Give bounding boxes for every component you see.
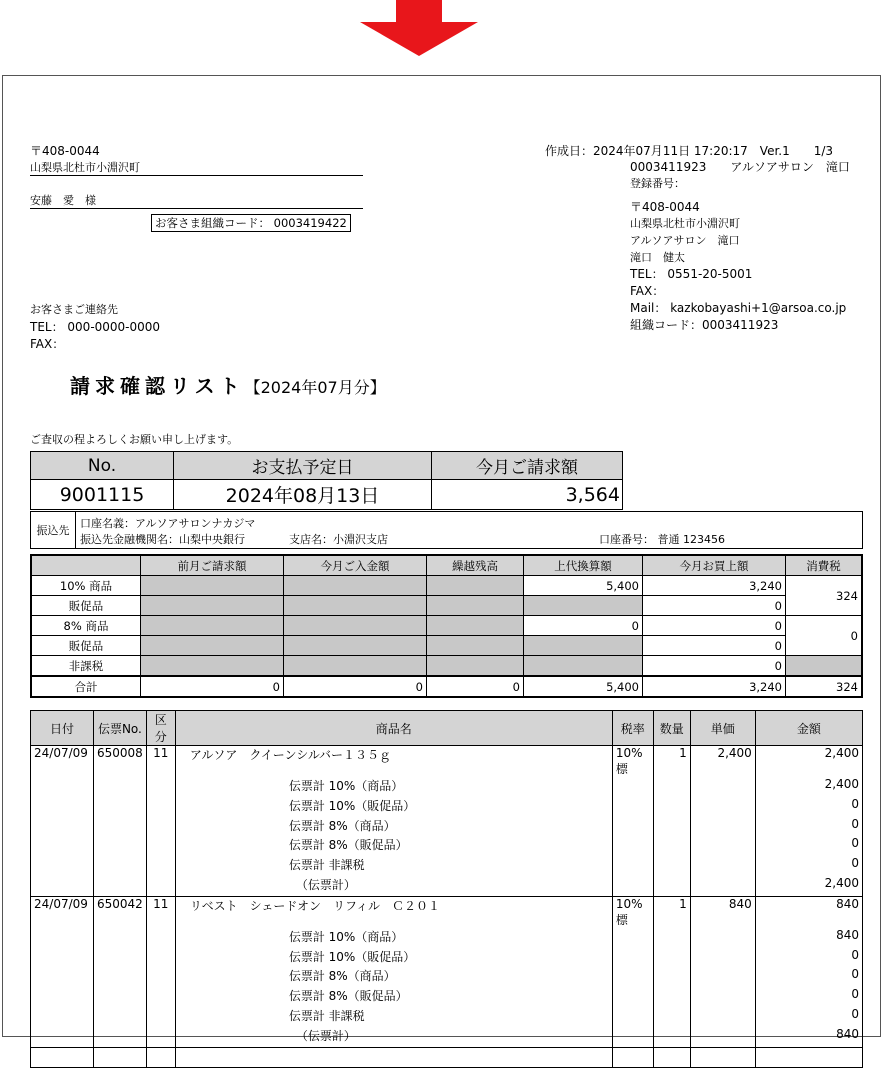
issuer-org-code: 組織コード：0003411923 [630, 318, 779, 332]
subtotal-row [31, 987, 863, 1007]
issuer-salon: アルソアサロン 滝口 [630, 234, 740, 247]
registration-number: 登録番号： [630, 177, 685, 190]
title-main: 請求確認リスト [70, 374, 245, 398]
issuer-fax: FAX： [630, 284, 665, 298]
detail-rate: 10%標 [612, 746, 653, 778]
tax-summary-table [30, 554, 863, 698]
tax-buy-value: 0 [643, 656, 786, 677]
subtotal-amount: 0 [755, 948, 862, 968]
tax-header-tax: 消費税 [786, 555, 863, 576]
detail-header-slip: 伝票No. [94, 711, 147, 746]
subtotal-row [31, 817, 863, 837]
subtotal-amount: 0 [755, 987, 862, 1007]
bank-name: 振込先金融機関名：山梨中央銀行 [80, 533, 245, 546]
subtotal-amount: 0 [755, 817, 862, 837]
created-line: 作成日：2024年07月11日 17:20:17 Ver.1 1/3 [545, 144, 834, 158]
detail-header-amount: 金額 [755, 711, 862, 746]
detail-header-item: 商品名 [175, 711, 612, 746]
detail-qty: 1 [653, 896, 690, 928]
subtotal-amount: 2,400 [755, 876, 862, 896]
customer-zip: 〒408-0044 [30, 144, 100, 158]
tax-value: 324 [786, 576, 863, 616]
subtotal-label: （伝票計） [175, 1027, 612, 1047]
tax-header-blank [31, 555, 141, 576]
subtotal-label: 伝票計 非課税 [175, 1007, 612, 1027]
detail-header-date: 日付 [31, 711, 94, 746]
tax-buy-value: 0 [643, 616, 786, 636]
tax-total-paid: 0 [284, 676, 427, 697]
detail-amount: 2,400 [755, 746, 862, 778]
summary-header-amount: 今月ご請求額 [432, 452, 623, 480]
detail-price: 840 [690, 896, 755, 928]
tax-total-tax: 324 [786, 676, 863, 697]
detail-header-price: 単価 [690, 711, 755, 746]
summary-amount: 3,564 [432, 480, 623, 510]
tax-row-label: 販促品 [31, 636, 141, 656]
subtotal-row [31, 797, 863, 817]
subtotal-label: （伝票計） [175, 876, 612, 896]
bank-info [30, 511, 863, 549]
down-arrow-icon [360, 0, 478, 56]
subtotal-row [31, 856, 863, 876]
tax-row [31, 596, 862, 616]
detail-rate: 10%標 [612, 896, 653, 928]
tax-row-label: 10% 商品 [31, 576, 141, 596]
subtotal-row [31, 928, 863, 948]
contact-tel: TEL： 000-0000-0000 [30, 320, 161, 334]
customer-org-code: お客さま組織コード： 0003419422 [151, 214, 351, 232]
table-row [31, 896, 863, 928]
bank-label: 振込先 [31, 512, 76, 548]
tax-buy-value: 0 [643, 596, 786, 616]
tax-row [31, 616, 862, 636]
tax-row [31, 636, 862, 656]
tax-row [31, 656, 862, 677]
tax-buy-value: 3,240 [643, 576, 786, 596]
tax-list-value: 5,400 [524, 576, 643, 596]
subtotal-label: 伝票計 10%（商品） [175, 777, 612, 797]
tax-value: 0 [786, 616, 863, 656]
detail-table [30, 710, 863, 1068]
subtotal-amount: 0 [755, 836, 862, 856]
page-title [70, 370, 386, 399]
issuer-zip: 〒408-0044 [630, 200, 700, 214]
detail-header-kubun: 区分 [146, 711, 175, 746]
subtotal-label: 伝票計 8%（商品） [175, 967, 612, 987]
title-period: 【2024年07月分】 [244, 378, 386, 397]
detail-slip: 650042 [94, 896, 147, 928]
bank-account-name: 口座名義：アルソアサロンナカジマ [80, 517, 256, 530]
subtotal-amount: 0 [755, 1007, 862, 1027]
tax-buy-value: 0 [643, 636, 786, 656]
subtotal-label: 伝票計 8%（販促品） [175, 987, 612, 1007]
customer-name: 安藤 愛 様 [30, 192, 363, 209]
issuer-tel: TEL： 0551-20-5001 [630, 267, 753, 281]
detail-item: アルソア クイーンシルバー１３５ｇ [175, 746, 612, 778]
tax-row [31, 576, 862, 596]
subtotal-label: 伝票計 10%（販促品） [175, 948, 612, 968]
subtotal-amount: 0 [755, 967, 862, 987]
summary-header-no: No. [31, 452, 174, 480]
detail-kubun: 11 [146, 746, 175, 778]
table-row [31, 746, 863, 778]
issuer-address: 山梨県北杜市小淵沢町 [630, 217, 740, 230]
subtotal-label: 伝票計 10%（商品） [175, 928, 612, 948]
detail-qty: 1 [653, 746, 690, 778]
greeting: ご査収の程よろしくお願い申し上げます。 [30, 433, 239, 446]
subtotal-amount: 2,400 [755, 777, 862, 797]
issuer-code-line: 0003411923 アルソアサロン 滝口 [630, 160, 850, 174]
bank-branch: 支店名：小淵沢支店 [289, 533, 388, 546]
tax-header-paid: 今月ご入金額 [284, 555, 427, 576]
detail-price: 2,400 [690, 746, 755, 778]
subtotal-label: 伝票計 10%（販促品） [175, 797, 612, 817]
tax-total-carry: 0 [427, 676, 524, 697]
subtotal-amount: 0 [755, 797, 862, 817]
subtotal-label: 伝票計 8%（商品） [175, 817, 612, 837]
contact-fax: FAX： [30, 337, 65, 351]
tax-header-list: 上代換算額 [524, 555, 643, 576]
bank-account-no: 口座番号： 普通 123456 [599, 533, 725, 546]
detail-slip: 650008 [94, 746, 147, 778]
summary-table [30, 451, 623, 510]
detail-date: 24/07/09 [31, 746, 94, 778]
customer-address: 山梨県北杜市小淵沢町 [30, 159, 363, 176]
tax-header-carry: 繰越残高 [427, 555, 524, 576]
tax-row-label: 非課税 [31, 656, 141, 677]
tax-total-list: 5,400 [524, 676, 643, 697]
subtotal-row [31, 876, 863, 896]
tax-row-label: 8% 商品 [31, 616, 141, 636]
invoice-page [2, 75, 881, 1043]
detail-header-qty: 数量 [653, 711, 690, 746]
tax-total-buy: 3,240 [643, 676, 786, 697]
issuer-mail: Mail： kazkobayashi+1@arsoa.co.jp [630, 301, 847, 315]
subtotal-amount: 840 [755, 1027, 862, 1047]
tax-row-label: 販促品 [31, 596, 141, 616]
subtotal-amount: 840 [755, 928, 862, 948]
detail-kubun: 11 [146, 896, 175, 928]
subtotal-row [31, 777, 863, 797]
detail-item: リベスト シェードオン リフィル Ｃ２０１ [175, 896, 612, 928]
tax-total-label: 合計 [31, 676, 141, 697]
summary-due-date: 2024年08月13日 [174, 480, 432, 510]
subtotal-row [31, 967, 863, 987]
summary-no: 9001115 [31, 480, 174, 510]
tax-total-row [31, 676, 862, 697]
summary-header-date: お支払予定日 [174, 452, 432, 480]
tax-total-prev: 0 [141, 676, 284, 697]
subtotal-row [31, 836, 863, 856]
subtotal-label: 伝票計 8%（販促品） [175, 836, 612, 856]
detail-header-rate: 税率 [612, 711, 653, 746]
tax-header-prev: 前月ご請求額 [141, 555, 284, 576]
tax-list-value: 0 [524, 616, 643, 636]
issuer-person: 滝口 健太 [630, 251, 685, 264]
contact-title: お客さまご連絡先 [30, 303, 118, 316]
subtotal-amount: 0 [755, 856, 862, 876]
detail-amount: 840 [755, 896, 862, 928]
tax-header-buy: 今月お買上額 [643, 555, 786, 576]
subtotal-row [31, 948, 863, 968]
subtotal-row [31, 1027, 863, 1047]
detail-date: 24/07/09 [31, 896, 94, 928]
subtotal-label: 伝票計 非課税 [175, 856, 612, 876]
